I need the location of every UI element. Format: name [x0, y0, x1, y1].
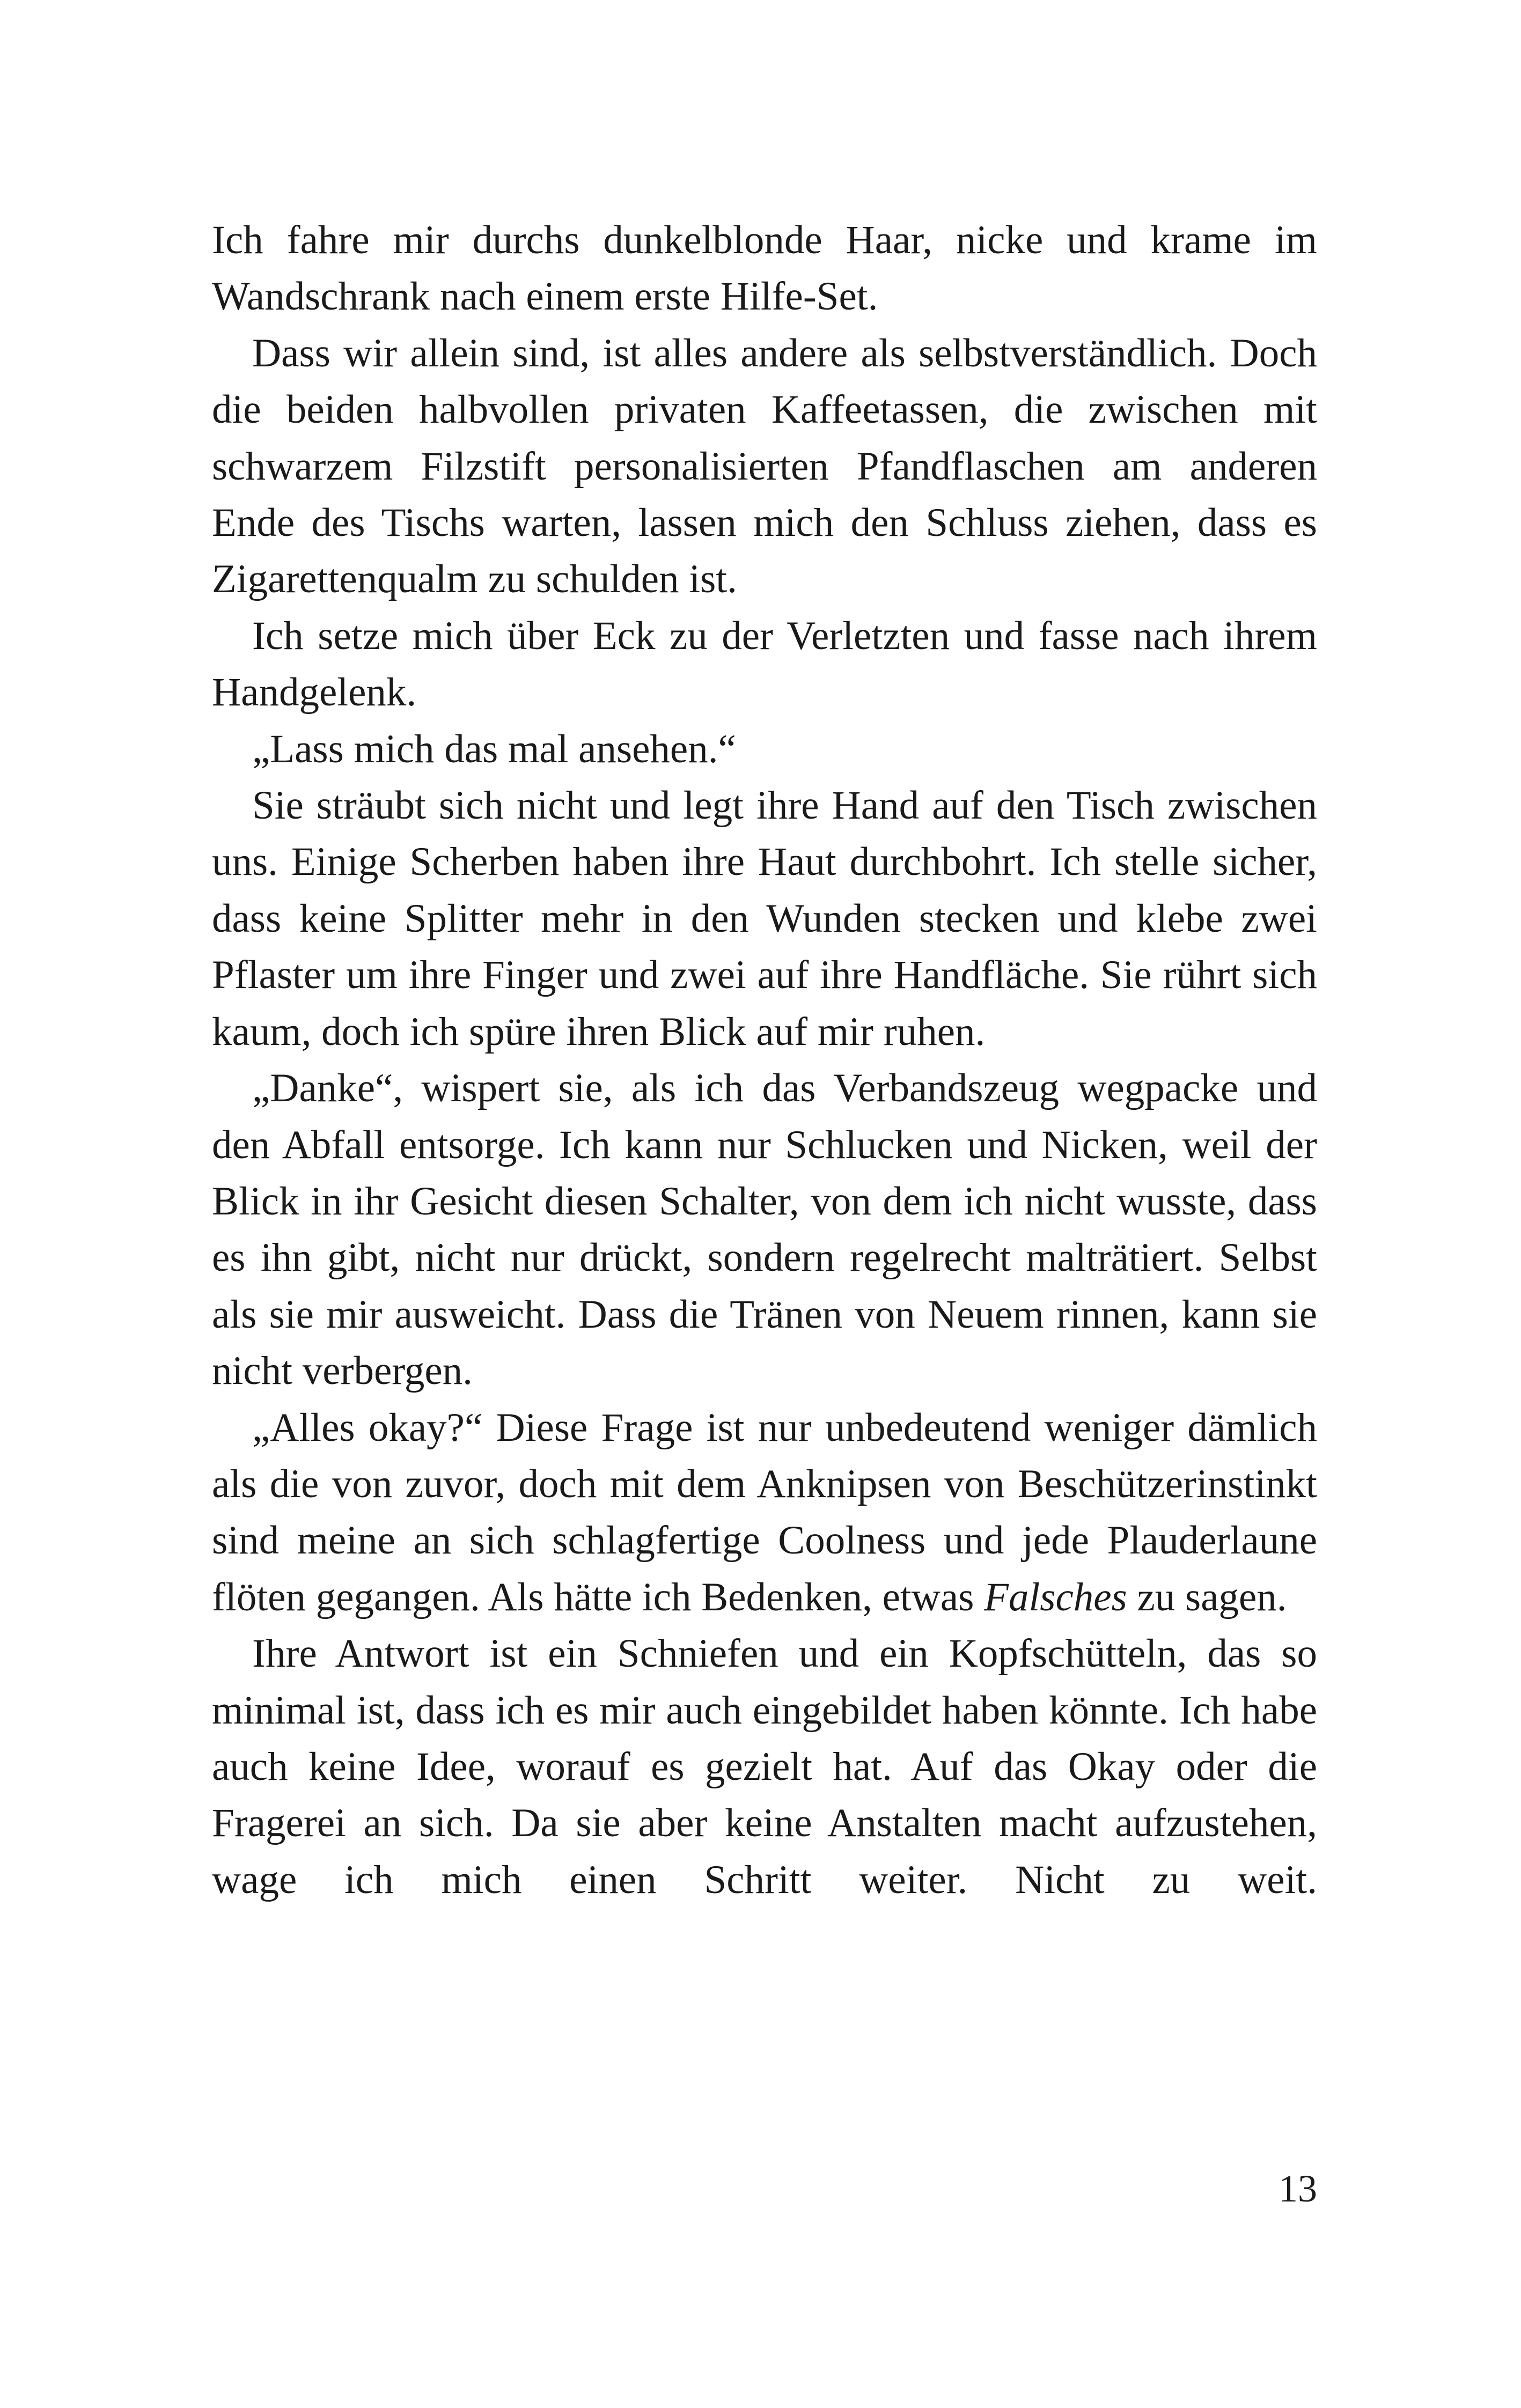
paragraph-4: „Lass mich das mal ansehen.“: [252, 726, 736, 771]
paragraph-1: Ich fahre mir durchs dunkelblonde Haar, nicke und krame im Wandschrank nach einem erste Hilfe-Set.: [212, 218, 1317, 319]
emphasized-word: Falsches: [984, 1574, 1127, 1619]
paragraph-8: Ihre Antwort ist ein Schniefen und ein Kopfschütteln, das so minimal ist, dass ich es mir auch eingebildet haben könnte. Ich habe auch keine Idee, worauf es gezielt hat. Auf das Okay oder die Fragerei an sich. Da sie aber keine Anstalten macht aufzustehen, wage ich mich einen Schritt weiter. Nicht zu weit.: [212, 1631, 1317, 1902]
paragraph-2: Dass wir allein sind, ist alles andere als selbstverständlich. Doch die beiden halbvollen privaten Kaffeetassen, die zwischen mit schwarzem Filzstift personalisierten Pfandflaschen am anderen Ende des Tischs warten, lassen mich den Schluss ziehen, dass es Zigarettenqualm zu schulden ist.: [212, 330, 1317, 602]
paragraph-7-text-before: „Alles okay?“ Diese Frage ist nur unbedeutend weniger dämlich als die von zuvor, doch mit dem Anknipsen von Beschützerinstinkt sind meine an sich schlagfertige Coolness und jede Plauderlaune flöten gegangen. Als hätte ich Bedenken, etwas: [212, 1405, 1317, 1619]
paragraph-7: [212, 1400, 1317, 1626]
paragraph-6: „Danke“, wispert sie, als ich das Verbandszeug wegpacke und den Abfall entsorge. Ich kann nur Schlucken und Nicken, weil der Blick in ihr Gesicht diesen Schalter, von dem ich nicht wusste, dass es ihn gibt, nicht nur drückt, sondern regelrecht malträtiert. Selbst als sie mir ausweicht. Dass die Tränen von Neuem rinnen, kann sie nicht verbergen.: [212, 1066, 1317, 1394]
paragraph-5: Sie sträubt sich nicht und legt ihre Hand auf den Tisch zwischen uns. Einige Scherben haben ihre Haut durchbohrt. Ich stelle sicher, dass keine Splitter mehr in den Wunden stecken und klebe zwei Pflaster um ihre Finger und zwei auf ihre Handfläche. Sie rührt sich kaum, doch ich spüre ihren Blick auf mir ruhen.: [212, 783, 1317, 1054]
paragraph-7-text-after: zu sagen.: [1127, 1574, 1287, 1619]
body-text: [212, 212, 1317, 1908]
paragraph-3: Ich setze mich über Eck zu der Verletzten und fasse nach ihrem Handgelenk.: [212, 613, 1317, 715]
page-number: 13: [1278, 2167, 1317, 2210]
